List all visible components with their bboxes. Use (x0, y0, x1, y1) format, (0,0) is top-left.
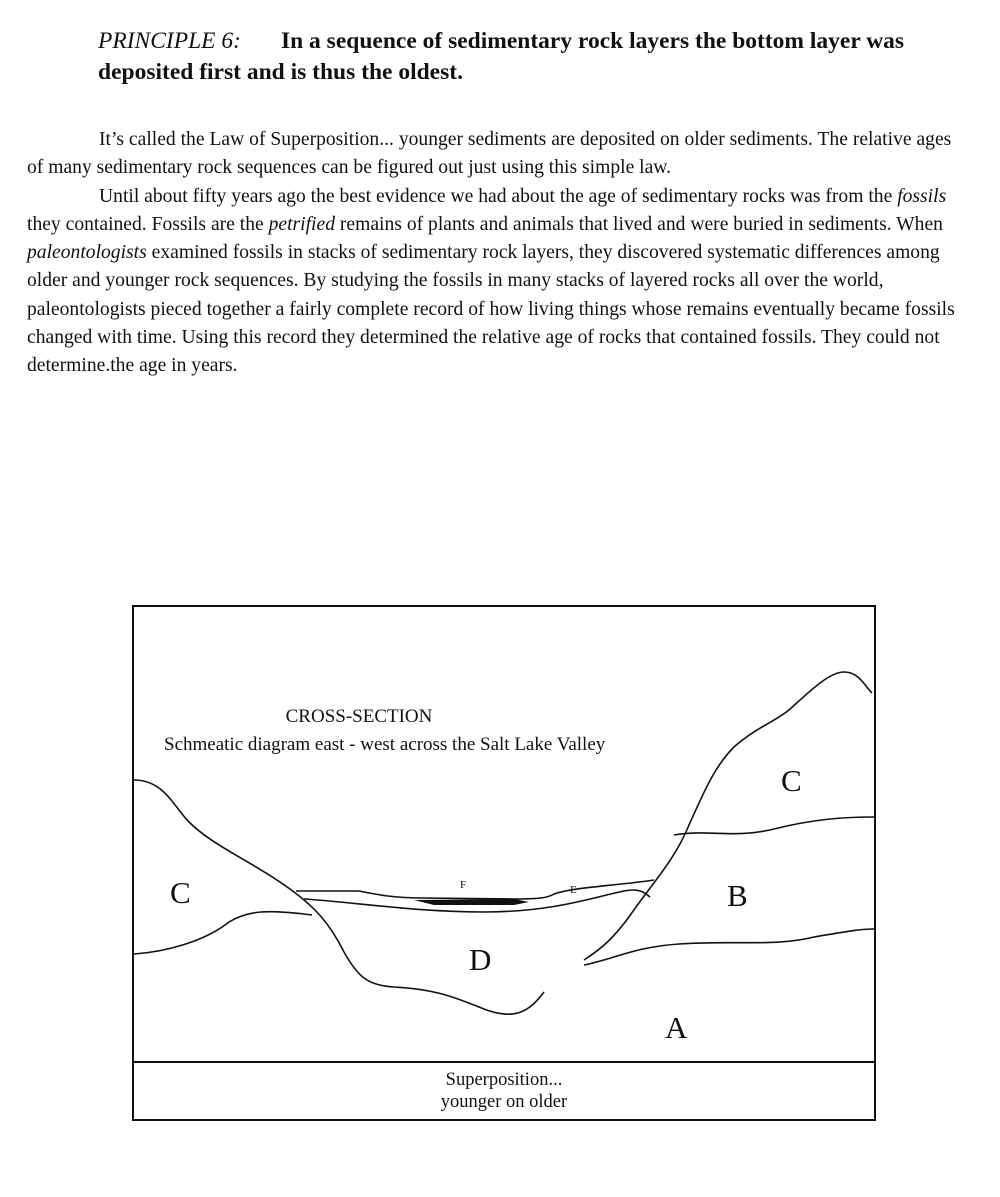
label-a: A (665, 1010, 688, 1045)
label-f: F (460, 879, 467, 891)
caption-line-2: younger on older (440, 1092, 568, 1112)
label-b: B (727, 878, 748, 913)
cross-section-drawing (134, 607, 874, 1063)
label-e: E (570, 884, 577, 896)
text-run: Until about fifty years ago the best evidence we had about the age of sedimentary rocks was from the (99, 185, 898, 207)
term-fossils: fossils (897, 185, 947, 207)
cross-section-figure (132, 605, 876, 1121)
fossil-layer-f (414, 899, 529, 905)
paragraph-2 (27, 183, 972, 381)
left-c-surface (134, 780, 544, 1014)
text-run: remains of plants and animals that lived and were buried in sediments. When (335, 213, 943, 235)
label-c-right: C (781, 763, 802, 798)
label-d: D (469, 942, 492, 977)
left-c-base (134, 912, 312, 954)
principle-label: PRINCIPLE 6: (98, 28, 241, 54)
body-text (27, 126, 972, 381)
principle-statement: In a sequence of sedimentary rock layers the bottom layer was deposited first and is thus the oldest. (98, 28, 905, 85)
text-run: examined fossils in stacks of sedimentary rock layers, they discovered systematic differences among older and younger rock sequences. By studying the fossils in many stacks of layered rocks all over the world, paleontologists pieced together a fairly complete record of how living things whose remains eventually became fossils changed with time. Using this record they determined the relative age of rocks that contained fossils. They could not determine.the age in years. (27, 242, 955, 377)
caption-line-1: Superposition... (445, 1070, 563, 1090)
term-petrified: petrified (268, 213, 335, 235)
right-slope-surface (584, 672, 872, 960)
text-run: they contained. Fossils are the (27, 213, 269, 235)
paragraph-1: It’s called the Law of Superposition... younger sediments are deposited on older sediments. The relative ages of many sedimentary rock sequences can be figured out just using this simple law. (27, 129, 952, 179)
label-c-left: C (170, 875, 191, 910)
figure-subtitle: Schmeatic diagram east - west across the Salt Lake Valley (164, 734, 606, 755)
term-paleontologists: paleontologists (27, 242, 147, 264)
figure-caption (134, 1061, 874, 1119)
right-b-top (674, 817, 874, 835)
right-b-base (584, 929, 874, 965)
figure-title: CROSS-SECTION (285, 706, 433, 727)
principle-heading (98, 26, 958, 88)
